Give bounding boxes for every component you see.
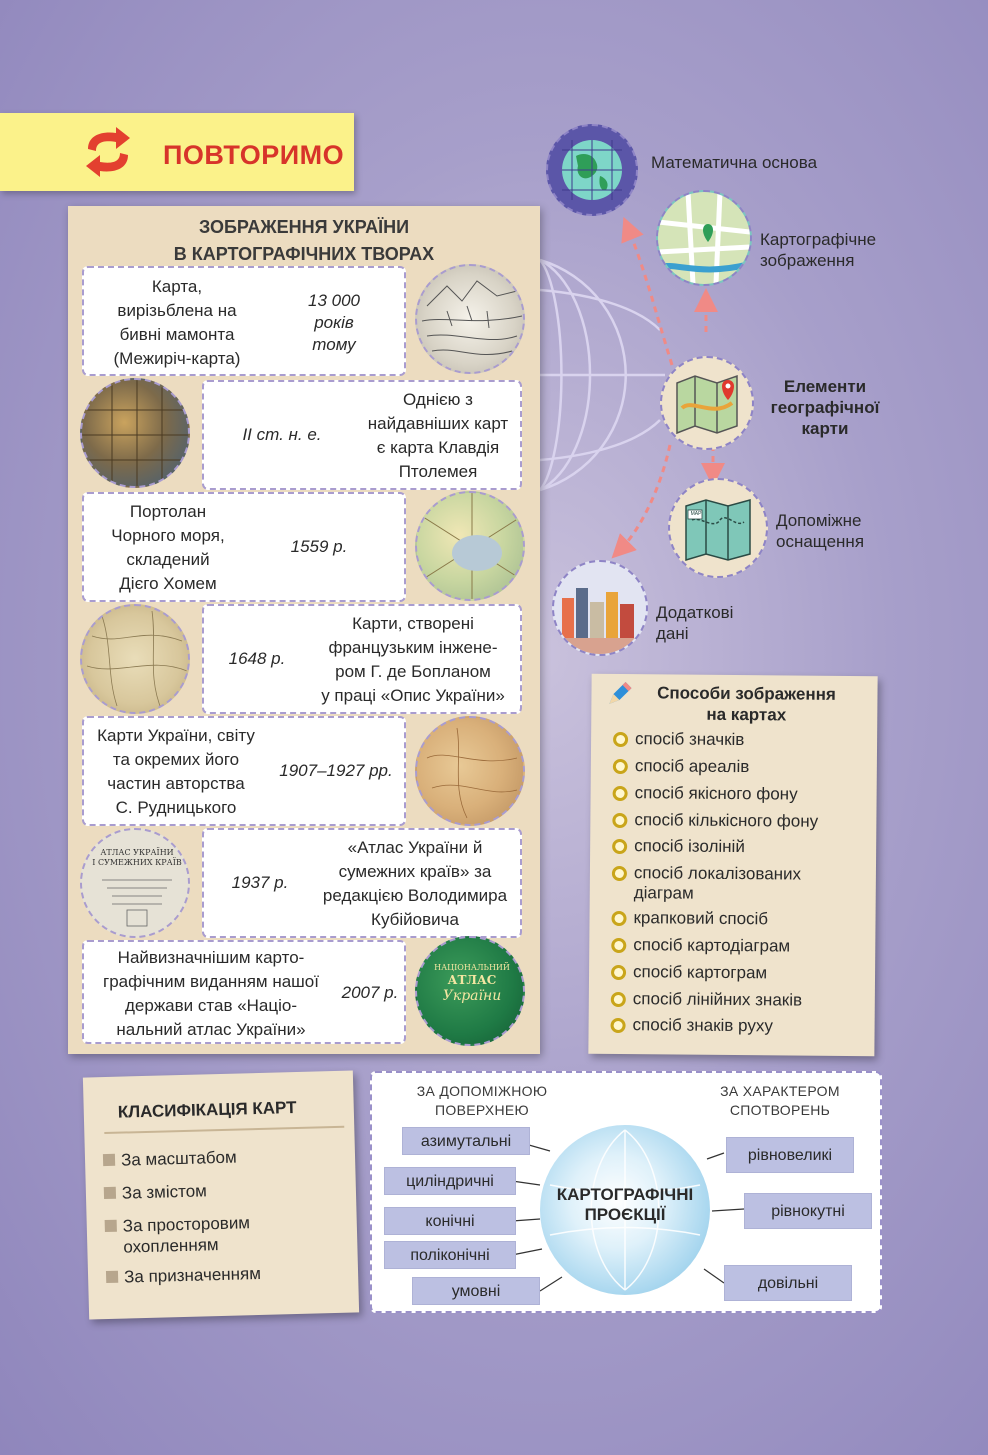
city-buildings-circle: [552, 560, 648, 656]
timeline-card: [82, 940, 406, 1044]
title-line: ЗОБРАЖЕННЯ УКРАЇНИ: [198, 217, 410, 237]
map-pin-circle: [660, 356, 754, 450]
atlas-1937-image: [80, 828, 190, 938]
card-date: 1559 р.: [290, 537, 348, 556]
square-bullet-icon: [104, 1187, 116, 1199]
card-date: ІІ ст. н. е.: [242, 425, 322, 444]
method-item: спосіб кількісного фону: [612, 810, 818, 832]
title-line: В КАРТОГРАФІЧНИХ ТВОРАХ: [173, 244, 435, 264]
ptolemy-map-image: [80, 378, 190, 488]
bullet-icon: [611, 1018, 626, 1033]
method-item: спосіб лінійних знаків: [611, 989, 802, 1011]
methods-title: Способи зображення на картах: [657, 683, 836, 725]
projection-tag-polyconic: поліконічні: [384, 1241, 516, 1269]
method-item: спосіб якісного фону: [613, 783, 798, 805]
bullet-icon: [612, 866, 627, 881]
map-projections-panel: [370, 1071, 882, 1313]
square-bullet-icon: [105, 1220, 117, 1232]
bullet-icon: [611, 965, 626, 980]
header-banner: [0, 113, 354, 191]
atlas-1937-cover-text: АТЛАС УКРАЇНИ І СУМЕЖНИХ КРАЇВ: [92, 848, 182, 867]
folded-map-circle: [668, 478, 768, 578]
repeat-icon: [80, 125, 136, 179]
mammoth-tusk-map-image: [415, 264, 525, 374]
card-description: Карти, створені французьким інжене- ром Г. де Бопланом у праці «Опис України»: [321, 614, 505, 705]
projections-right-heading: ЗА ХАРАКТЕРОМ СПОТВОРЕНЬ: [720, 1083, 840, 1118]
element-label-math-basis: Математична основа: [651, 153, 818, 172]
element-label-auxiliary: Допоміжне оснащення: [776, 511, 865, 551]
method-item: спосіб локалізованих діаграм: [612, 863, 802, 905]
card-date: 1937 р.: [231, 873, 289, 892]
timeline-card: [202, 380, 522, 490]
projection-tag-conic: конічні: [384, 1207, 516, 1235]
map-classification-note: [83, 1071, 359, 1320]
classification-divider: [104, 1126, 344, 1134]
method-item: спосіб ареалів: [613, 756, 750, 777]
card-date: 13 000 років тому: [308, 291, 360, 354]
projection-tag-cylindrical: циліндричні: [384, 1167, 516, 1195]
projection-tag-conventional: умовні: [412, 1277, 540, 1305]
representation-methods-note: [588, 674, 877, 1056]
bullet-icon: [613, 786, 628, 801]
card-description: Карта, вирізьблена на бивні мамонта (Межиріч-карта): [113, 277, 241, 368]
bullet-icon: [613, 759, 628, 774]
street-map-circle: [656, 190, 752, 286]
cartographic-works-title: [68, 214, 540, 268]
national-atlas-image: [415, 936, 525, 1046]
projections-left-heading: ЗА ДОПОМІЖНОЮ ПОВЕРХНЕЮ: [416, 1083, 548, 1118]
card-date: 2007 р.: [341, 983, 399, 1002]
card-date: 1648 р.: [228, 649, 286, 668]
card-description: «Атлас України й сумежних країв» за редакцією Володимира Кубійовича: [322, 838, 508, 929]
method-item: спосіб знаків руху: [611, 1015, 773, 1036]
card-date: 1907–1927 рр.: [279, 761, 393, 780]
method-item: крапковий спосіб: [611, 908, 768, 929]
timeline-card: [202, 828, 522, 938]
method-item: спосіб картограм: [611, 962, 767, 983]
method-item: спосіб ізоліній: [612, 836, 745, 857]
page-title: ПОВТОРИМО: [163, 140, 345, 170]
card-description: Однією з найдавніших карт є карта Клавдія Птолемея: [367, 390, 509, 481]
square-bullet-icon: [103, 1154, 115, 1166]
bullet-icon: [613, 732, 628, 747]
element-label-additional-data: Додаткові дані: [656, 603, 734, 643]
portolan-map-image: [415, 491, 525, 601]
classification-item: За масштабом: [103, 1147, 237, 1171]
method-item: спосіб значків: [613, 729, 744, 750]
element-label-center: Елементи географічної карти: [770, 377, 880, 438]
bullet-icon: [611, 992, 626, 1007]
classification-title: КЛАСИФІКАЦІЯ КАРТ: [117, 1097, 297, 1122]
projection-tag-conformal: рівнокутні: [744, 1193, 872, 1229]
timeline-card: [202, 604, 522, 714]
bullet-icon: [612, 839, 627, 854]
square-bullet-icon: [106, 1271, 118, 1283]
classification-item: За змістом: [104, 1180, 207, 1204]
method-item: спосіб картодіаграм: [611, 935, 790, 957]
bullet-icon: [612, 813, 627, 828]
map-badge-text: MAP: [690, 511, 702, 517]
classification-item: За просторовим охопленням: [105, 1212, 251, 1258]
element-label-cartographic-image: Картографічне зображення: [760, 230, 877, 270]
projection-tag-azimuthal: азимутальні: [402, 1127, 530, 1155]
classification-item: За призначенням: [106, 1263, 261, 1288]
timeline-card: [82, 492, 406, 602]
timeline-card: [82, 716, 406, 826]
beauplan-map-image: [80, 604, 190, 714]
national-atlas-cover-text: НАЦІОНАЛЬНИЙ АТЛАС України: [434, 963, 510, 1004]
bullet-icon: [611, 938, 626, 953]
card-description: Карти України, світу та окремих його частин авторства С. Рудницького: [97, 726, 255, 817]
timeline-card: [82, 266, 406, 376]
projection-tag-arbitrary: довільні: [724, 1265, 852, 1301]
rudnytsky-map-image: [415, 716, 525, 826]
projections-title: КАРТОГРАФІЧНІ ПРОЄКЦІЇ: [556, 1185, 694, 1224]
globe-grid-circle: [546, 124, 638, 216]
bullet-icon: [611, 911, 626, 926]
card-description: Портолан Чорного моря, складений Дієго Хомем: [111, 502, 225, 593]
projection-tag-equal-area: рівновеликі: [726, 1137, 854, 1173]
cartographic-works-panel: [68, 206, 540, 1054]
card-description: Найвизначнішим карто- графічним виданням нашої держави став «Націо- нальний атлас України»: [103, 948, 319, 1039]
